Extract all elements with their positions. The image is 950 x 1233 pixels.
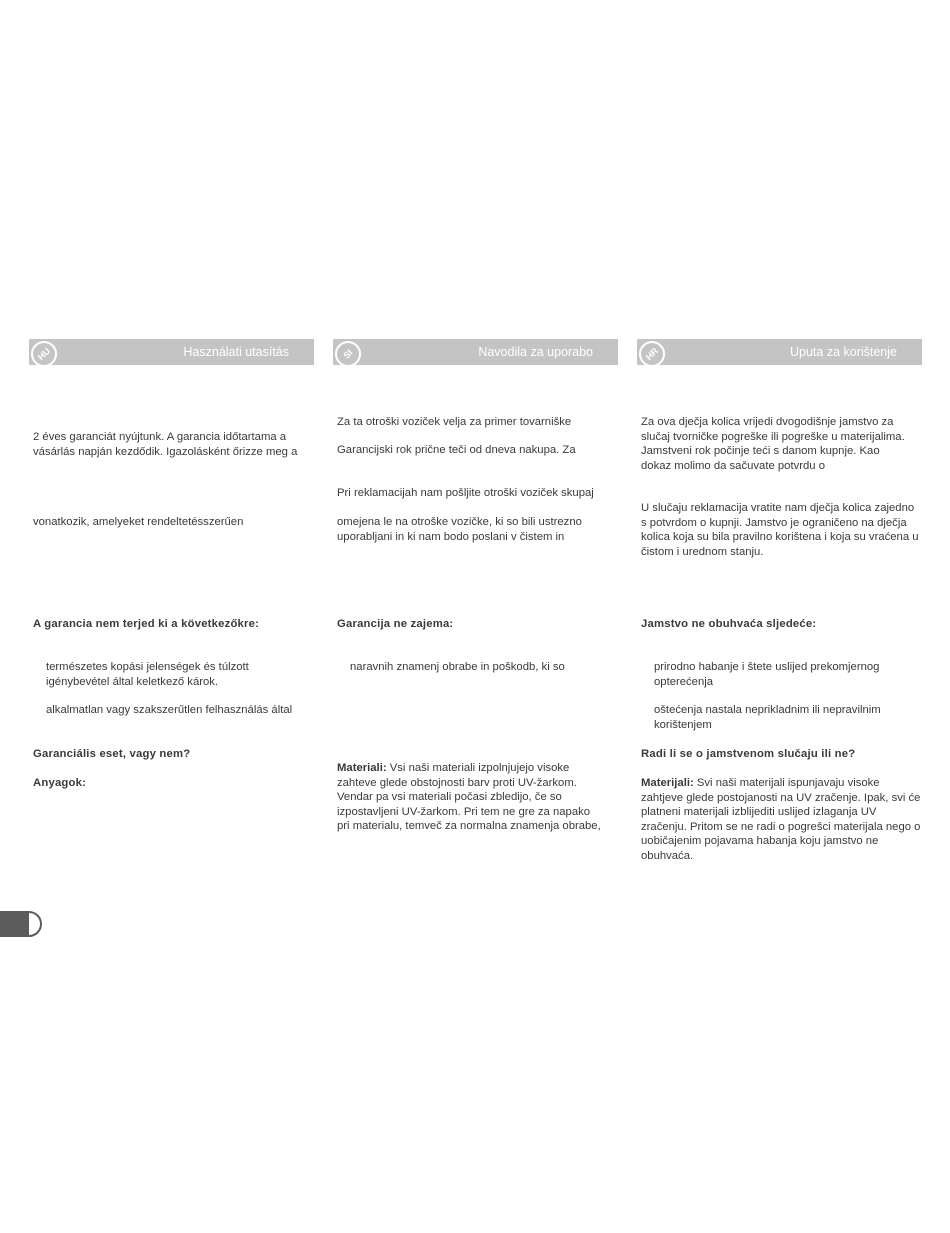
materials-heading-hu: Anyagok: bbox=[33, 777, 87, 789]
section-header-si bbox=[333, 339, 618, 365]
materials-label-hr: Materijali: bbox=[641, 777, 694, 789]
warranty-scope-hu: vonatkozik, amelyeket rendeltetésszerűen bbox=[33, 516, 244, 528]
warranty-intro-si: Za ta otroški voziček velja za primer tovarniške bbox=[337, 416, 572, 428]
materials-text-hr: Svi naši materijali ispunjavaju visoke zahtjeve glede postojanosti na UV zračenje. Ipak, svi će platneni materijali izblijediti uslijed izlaganja UV zračenju. Pritom se ne radi o pogrešci materijala nego o uobičajenim pojavama habanja koju jamstvo ne obuhvaća. bbox=[641, 777, 921, 862]
language-badge-hr bbox=[639, 341, 665, 367]
header-title-hu: Használati utasítás bbox=[183, 345, 289, 359]
warranty-case-heading-hu: Garanciális eset, vagy nem? bbox=[33, 748, 191, 760]
warranty-intro-hu: 2 éves garanciát nyújtunk. A garancia időtartama a vásárlás napján kezdődik. Igazolásként őrizze meg a bbox=[33, 431, 298, 458]
language-code-hu: HU bbox=[35, 345, 52, 362]
section-header-hr bbox=[637, 339, 922, 365]
warranty-case-heading-hr: Radi li se o jamstvenom slučaju ili ne? bbox=[641, 748, 856, 760]
exclusion-item-2-hu: alkalmatlan vagy szakszerűtlen felhasználás által bbox=[46, 704, 293, 716]
language-code-hr: HR bbox=[643, 345, 660, 362]
exclusion-item-2-hr: oštećenja nastala neprikladnim ili nepravilnim korištenjem bbox=[654, 704, 881, 731]
claims-si: Pri reklamacijah nam pošljite otroški voziček skupaj bbox=[337, 487, 594, 499]
materials-paragraph-si bbox=[337, 761, 602, 834]
warranty-scope-si: omejena le na otroške vozičke, ki so bili ustrezno uporabljani in ki nam bodo poslani v čistem in bbox=[337, 516, 582, 543]
warranty-period-si: Garancijski rok prične teči od dneva nakupa. Za bbox=[337, 444, 576, 456]
exclusions-heading-si: Garancija ne zajema: bbox=[337, 618, 454, 630]
exclusion-item-1-hu: természetes kopási jelenségek és túlzott igénybevétel által keletkező károk. bbox=[46, 661, 249, 688]
header-title-hr: Uputa za korištenje bbox=[789, 345, 897, 359]
section-header-hu bbox=[29, 339, 314, 365]
materials-label-si: Materiali: bbox=[337, 762, 387, 774]
language-code-si: SI bbox=[341, 347, 355, 361]
warranty-intro-hr: Za ova dječja kolica vrijedi dvogodišnje jamstvo za slučaj tvorničke pogreške ili pogreške u materijalima. Jamstveni rok počinje teći s danom kupnje. Kao dokaz molimo da sačuvate potvrdu o bbox=[641, 416, 905, 472]
header-title-si: Navodila za uporabo bbox=[478, 345, 593, 359]
materials-text-si: Vsi naši materiali izpolnjujejo visoke zahteve glede obstojnosti barv proti UV-žarkom. Vendar pa vsi materiali počasi zbledijo, če so izpostavljeni UV-žarkom. Pri tem ne gre za napako pri materialu, temveč za normalna znamenja obrabe, bbox=[337, 762, 601, 833]
materials-paragraph-hr bbox=[641, 776, 921, 864]
claims-hr: U slučaju reklamacija vratite nam dječja kolica zajedno s potvrdom o kupnji. Jamstvo je ograničeno na dječja kolica koja su bila pravilno korištena i koja su vraćena u čistom i urednom stanju. bbox=[641, 502, 919, 558]
exclusion-item-1-si: naravnih znamenj obrabe in poškodb, ki so bbox=[350, 661, 565, 673]
exclusions-heading-hu: A garancia nem terjed ki a következőkre: bbox=[33, 618, 260, 630]
page-tab-marker bbox=[0, 911, 42, 937]
exclusions-heading-hr: Jamstvo ne obuhvaća sljedeće: bbox=[641, 618, 817, 630]
exclusion-item-1-hr: prirodno habanje i štete uslijed prekomjernog opterećenja bbox=[654, 661, 880, 688]
language-badge-si bbox=[335, 341, 361, 367]
language-badge-hu bbox=[31, 341, 57, 367]
